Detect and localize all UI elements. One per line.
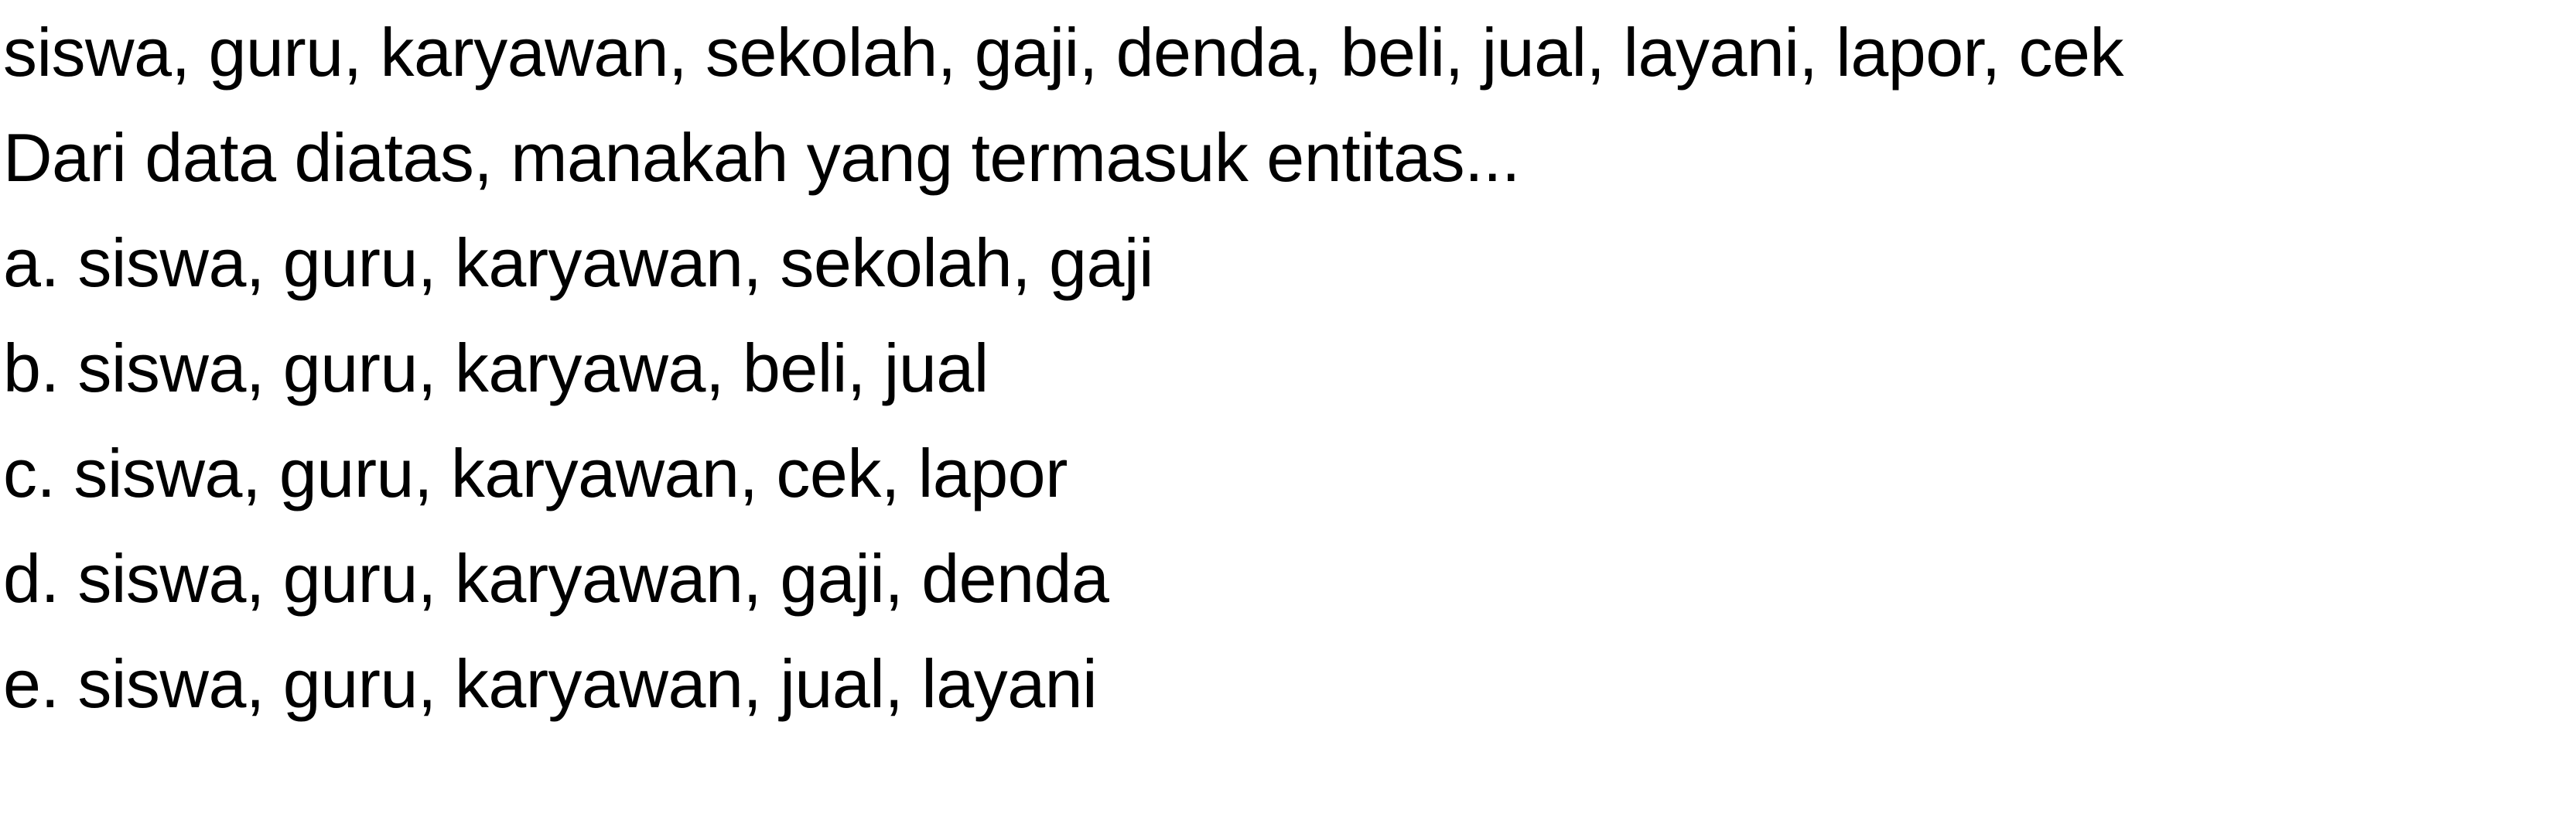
option-e[interactable] — [3, 645, 1097, 723]
option-b[interactable] — [3, 330, 989, 407]
option-c-text: siswa, guru, karyawan, cek, lapor — [73, 435, 1068, 511]
option-e-letter: e. — [3, 645, 60, 722]
option-b-letter: b. — [3, 330, 60, 406]
option-e-text: siswa, guru, karyawan, jual, layani — [77, 645, 1098, 722]
option-a[interactable] — [3, 224, 1153, 302]
question-prompt: Dari data diatas, manakah yang termasuk entitas... — [3, 119, 1520, 196]
option-d-text: siswa, guru, karyawan, gaji, denda — [77, 540, 1109, 617]
option-a-text: siswa, guru, karyawan, sekolah, gaji — [77, 224, 1154, 301]
option-b-text: siswa, guru, karyawa, beli, jual — [77, 330, 989, 406]
data-list-text: siswa, guru, karyawan, sekolah, gaji, denda, beli, jual, layani, lapor, cek — [3, 14, 2123, 91]
option-c-letter: c. — [3, 435, 56, 511]
option-d[interactable] — [3, 540, 1109, 617]
option-a-letter: a. — [3, 224, 60, 301]
option-d-letter: d. — [3, 540, 60, 617]
option-c[interactable] — [3, 435, 1068, 512]
